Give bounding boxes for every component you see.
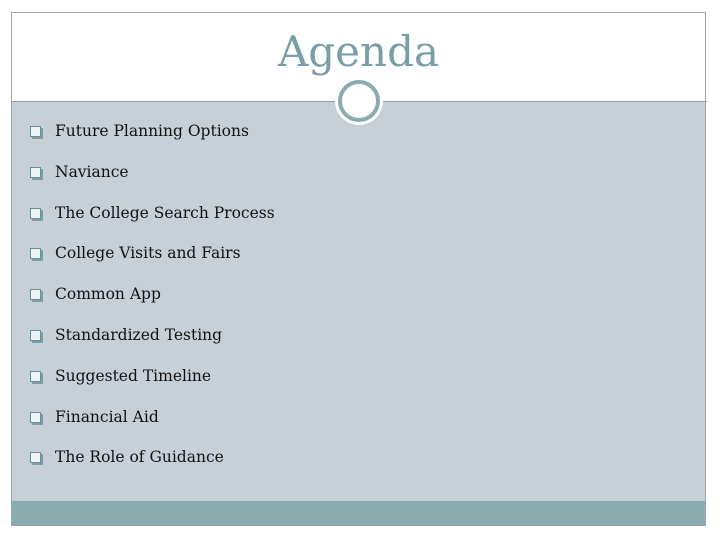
agenda-item [30,323,222,347]
footer-bar [12,501,705,525]
agenda-item [30,364,211,388]
agenda-item [30,282,161,306]
checkbox-square-icon [30,330,41,341]
agenda-item-label: The College Search Process [55,204,275,222]
slide-title: Agenda [277,27,440,76]
checkbox-square-icon [30,208,41,219]
agenda-item [30,445,224,469]
checkbox-square-icon [30,371,41,382]
agenda-item-label: Future Planning Options [55,122,249,140]
agenda-item [30,201,275,225]
checkbox-square-icon [30,289,41,300]
agenda-item-label: Financial Aid [55,408,159,426]
title-divider-right [382,101,707,102]
agenda-item-label: College Visits and Fairs [55,244,241,262]
agenda-item-label: The Role of Guidance [55,448,224,466]
agenda-item [30,160,129,184]
title-divider-left [12,101,337,102]
circle-ornament-icon [338,80,380,122]
slide [11,12,706,526]
checkbox-square-icon [30,167,41,178]
agenda-item [30,241,241,265]
checkbox-square-icon [30,452,41,463]
agenda-item-label: Suggested Timeline [55,367,212,385]
agenda-item-label: Common App [55,285,161,303]
agenda-item-label: Naviance [55,163,129,181]
agenda-item [30,405,159,429]
agenda-item-label: Standardized Testing [55,326,223,344]
agenda-item [30,119,249,143]
checkbox-square-icon [30,412,41,423]
checkbox-square-icon [30,126,41,137]
checkbox-square-icon [30,248,41,259]
